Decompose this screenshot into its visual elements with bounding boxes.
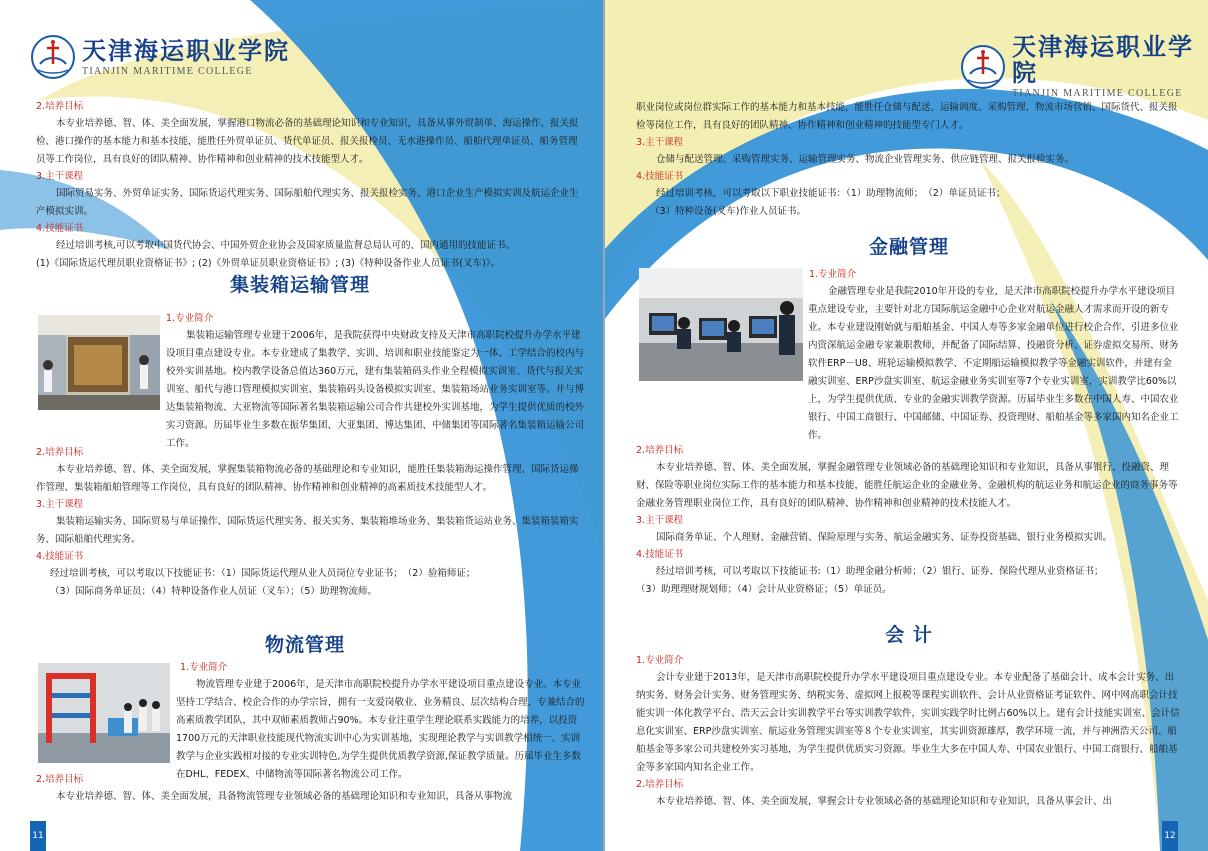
section-heading: 4.技能证书 bbox=[36, 551, 84, 562]
paragraph: 职业岗位或岗位群实际工作的基本能力和基本技能，能胜任仓储与配送、运输调度、采购管理、物流市场营销、国际货代、报关报检等岗位工作，具有良好的团队精神、协作精神和创业精神的技能型专门人才。 bbox=[636, 102, 1178, 131]
paragraph: 会计专业建于2013年，是天津市高职院校提升办学水平建设项目重点建设专业。本专业配备了基础会计、成本会计实务、出纳实务、财务会计实务、财务管理实务、纳税实务、虚拟网上报税等课程实训软件、会计从业资格证考证软件、网中网高职会计技能实训一体化教学平台、浩天云会计实训教学平台等实训教学软件，实训实践学时比例占60%以上。建有会计技能实训室、会计信息化实训室、ERP沙盘实训室、航运业务管理实训室等８个专业实训室，其实训资源雄厚，教学环境一流，并与神洲浩天公司、船舶基金等多家公司共建校外实习基地，为学生提供优质实习资源。毕业生大多在中国人寿、中国农业银行、中国工商银行、船舶基金等多家国内知名企业工作。 bbox=[636, 672, 1180, 773]
paragraph: 国际贸易实务、外贸单证实务、国际货运代理实务、国际船舶代理实务、报关报检实务、港口企业生产模拟实训及航运企业生产模拟实训。 bbox=[36, 188, 579, 217]
school-name-cn: 天津海运职业学院 bbox=[82, 35, 290, 65]
section-heading: 3.主干课程 bbox=[36, 499, 84, 510]
paragraph: (1)《国际货运代理员职业资格证书》; (2)《外贸单证员职业资格证书》; (3)《特种设备作业人员证书(叉车)》。 bbox=[36, 258, 500, 269]
section-heading: 1.专业简介 bbox=[636, 655, 684, 666]
paragraph: 经过培训考核，可以考取以下技能证书:（1）助理金融分析师；（2）银行、证券、保险代理从业资格证书； bbox=[656, 566, 1104, 577]
section-heading: 1.专业简介 bbox=[809, 269, 857, 280]
container-goals-block bbox=[36, 445, 586, 601]
section-heading: 3.主干课程 bbox=[636, 137, 684, 148]
finance-goals-block bbox=[636, 443, 1181, 599]
port-logistics-section-tail bbox=[36, 99, 586, 273]
accounting-block bbox=[636, 653, 1181, 811]
paragraph bbox=[36, 327, 586, 449]
section-heading: 4.技能证书 bbox=[36, 223, 84, 234]
section-heading: 1.专业简介 bbox=[180, 662, 228, 673]
right-page bbox=[604, 0, 1208, 851]
paragraph: （3）特种设备(叉车)作业人员证书。 bbox=[650, 206, 806, 217]
section-heading: 2.培养目标 bbox=[36, 447, 84, 458]
school-name-en: TIANJIN MARITIME COLLEGE bbox=[82, 65, 253, 77]
accounting-title: 会 计 bbox=[885, 624, 933, 646]
paragraph: 国际商务单证、个人理财、金融营销、保险原理与实务、航运金融实务、证券投资基础、银行业务模拟实训。 bbox=[656, 532, 1113, 543]
school-name-en: TIANJIN MARITIME COLLEGE bbox=[1012, 88, 1183, 99]
paragraph: 本专业培养德、智、体、美全面发展，掌握金融管理专业领域必备的基础理论知识和专业知识，具备从事银行、投融资、理财、保险等职业岗位实际工作的基本能力和基本技能，能胜任航运企业的金融业务、金融机构的航运业务和航运企业的商务事务等金融业务管理职业岗位工作，具有良好的团队精神、协作精神和创业精神的技术技能人才。 bbox=[636, 462, 1178, 509]
finance-intro-heading bbox=[809, 267, 1189, 283]
paragraph: （3）助理理财规划师；（4）会计从业资格证；（5）单证员。 bbox=[636, 584, 892, 595]
section-heading: 2.培养目标 bbox=[636, 779, 684, 790]
section-heading: 2.培养目标 bbox=[636, 445, 684, 456]
school-logo bbox=[960, 34, 1208, 99]
section-heading: 1.专业简介 bbox=[166, 313, 214, 324]
finance-intro-text bbox=[636, 283, 1181, 441]
paragraph: 集装箱运输实务、国际贸易与单证操作、国际货运代理实务、报关实务、集装箱堆场业务、集装箱货运站业务、集装箱装箱实务、国际船舶代理实务。 bbox=[36, 516, 579, 545]
paragraph: （3）国际商务单证员；（4）特种设备作业人员证（叉车）；（5）助理物流师。 bbox=[50, 586, 377, 597]
college-emblem-icon bbox=[30, 34, 76, 80]
page-number: 12 bbox=[1162, 821, 1178, 851]
paragraph: 本专业培养德、智、体、美全面发展，掌握集装箱物流必备的基础理论和专业知识，能胜任集装箱海运操作管理、国际货运操作管理、集装箱船舶管理等工作岗位，具有良好的团队精神、协作精神和创业精神的高素质技术技能型人才。 bbox=[36, 464, 579, 493]
school-name-cn: 天津海运职业学院 bbox=[1012, 32, 1194, 87]
college-emblem-icon bbox=[960, 44, 1006, 90]
logistics-intro-paragraph: 物流管理专业建于2006年，是天津市高职院校提升办学水平建设项目重点建设专业。本专业坚持工学结合、校企合作的办学宗旨，拥有一支爱岗敬业、业务精良、层次结构合理、专兼结合的高素质教学团队，其中双师素质教师占90%。本专业注重学生理论联系实践能力的培养，以投资1700万元的天津职业技能现代物流实训中心为实训基地，实现理论教学与实训教学相统一、实训教学与企业实践相对接的专业实训特色,为学生提供优质教学资源,保证教学质量。历届毕业生多数在DHL、FEDEX、中储物流等国际著名物流公司工作。 bbox=[176, 679, 585, 780]
logistics-intro-heading bbox=[180, 660, 580, 676]
paragraph: 经过培训考核,可以考取中国货代协会、中国外贸企业协会及国家质量监督总局认可的、国内通用的技能证书。 bbox=[56, 240, 516, 251]
school-logo bbox=[30, 34, 290, 80]
paragraph: 本专业培养德、智、体、美全面发展，掌握港口物流必备的基础理论知识和专业知识，具备从事外贸制单、海运操作、报关报检、港口操作的基本能力和基本技能，能胜任外贸单证员、货代单证员、报关报检员、无水港操作员、船舶代理单证员、船务管理员等工作岗位，具有良好的团队精神、协作精神和创业精神的技术技能型人才。 bbox=[36, 118, 579, 165]
container-intro-text bbox=[36, 327, 586, 449]
logistics-goals-block bbox=[36, 772, 586, 806]
paragraph: 本专业培养德、智、体、美全面发展，掌握会计专业领域必备的基础理论知识和专业知识，具备从事会计、出 bbox=[656, 796, 1113, 807]
paragraph: 本专业培养德、智、体、美全面发展，具备物流管理专业领域必备的基础理论知识和专业知识，具备从事物流 bbox=[56, 791, 513, 802]
section-heading: 3.主干课程 bbox=[36, 171, 84, 182]
paragraph: 仓储与配送管理、采购管理实务、运输管理实务、物流企业管理实务、供应链管理、报关报检实务。 bbox=[656, 154, 1075, 165]
page-number: 11 bbox=[30, 821, 46, 851]
paragraph bbox=[636, 283, 1181, 441]
container-intro-paragraph: 集装箱运输管理专业建于2006年，是我院获得中央财政支持及天津市高职院校提升办学水平建设项目重点建设专业。本专业建成了集教学、实训、培训和职业技能鉴定为一体、工学结合的校内与校外实训基地。校内教学设备总值达360万元，建有集装箱码头作业全程模拟实训室、货代与报关实训室、船代与港口管理模拟实训室、集装箱码头设备模拟实训室、集装箱场站业务实训室等。并与博达集装箱物流、大亚物流等国际著名集装箱运输公司合作共建校外实训基地，为学生提供优质的校外实习资源。历届毕业生多数在振华集团、大亚集团、博达集团、中储集团等国际著名集装箱运输公司工作。 bbox=[166, 330, 585, 449]
section-heading: 2.培养目标 bbox=[36, 774, 84, 785]
logistics-section-tail bbox=[636, 99, 1181, 221]
section-heading: 4.技能证书 bbox=[636, 549, 684, 560]
paragraph: 经过培训考核，可以考取以下职业技能证书：（1）助理物流师； （2）单证员证书； bbox=[656, 188, 1006, 199]
finance-management-title: 金融管理 bbox=[868, 236, 949, 258]
section-heading: 3.主干课程 bbox=[636, 515, 684, 526]
logistics-management-title: 物流管理 bbox=[264, 634, 345, 656]
container-management-title: 集装箱运输管理 bbox=[229, 274, 370, 296]
section-heading: 2.培养目标 bbox=[36, 101, 84, 112]
finance-intro-paragraph: 金融管理专业是我院2010年开设的专业，是天津市高职院校提升办学水平建设项目重点建设专业，主要针对北方国际航运金融中心企业对航运金融人才需求而开设的新专业。本专业建设刚始就与船舶基金、中国人寿等多家金融单位进行校企合作，引进多位业内资深航运金融专家兼职教师，并配备了国际结算、投融资分析、证券虚拟交易所、财务软件ERP－U8、班轮运输模拟教学、不定期船运输模拟教学等金融实训软件，并建有金融实训室、ERP沙盘实训室、航运金融业务实训室等7个专业实训室，实训教学比60%以上，为学生提供优质、专业的金融实训教学资源。历届毕业生多数在中国人寿、中国农业银行、中国工商银行、中国邮储、中国证券、投资理财、船舶基金等多家国内知名企业工作。 bbox=[808, 286, 1179, 441]
paragraph: 经过培训考核，可以考取以下技能证书：（1）国际货运代理从业人员岗位专业证书； （2）验箱师证； bbox=[50, 568, 476, 579]
section-heading: 4.技能证书 bbox=[636, 171, 684, 182]
container-intro-block bbox=[166, 311, 586, 327]
